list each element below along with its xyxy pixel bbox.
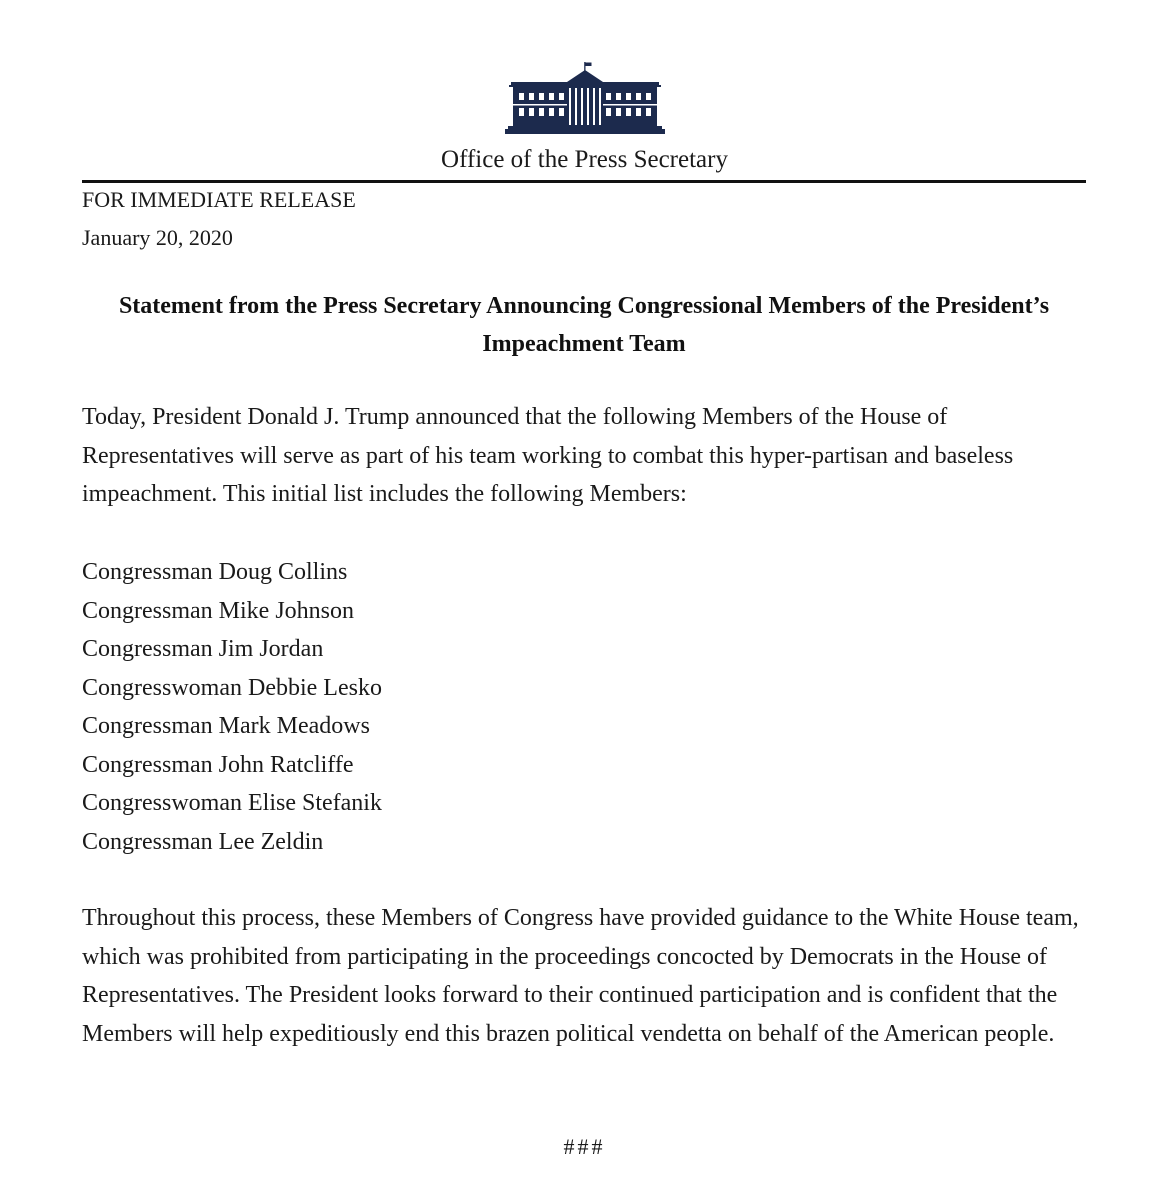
list-item: Congresswoman Elise Stefanik <box>82 790 382 816</box>
end-mark: ### <box>563 1134 606 1159</box>
list-item: Congressman Jim Jordan <box>82 636 324 662</box>
member-list <box>82 553 382 861</box>
list-item: Congressman John Ratcliffe <box>82 751 354 778</box>
list-item: Congressman Mike Johnson <box>82 597 354 624</box>
list-item: Congressman Mark Meadows <box>82 713 370 739</box>
release-label: FOR IMMEDIATE RELEASE <box>82 187 356 212</box>
release-date: January 20, 2020 <box>82 225 233 250</box>
list-item: Congresswoman Debbie Lesko <box>82 674 382 701</box>
statement-headline: Statement from the Press Secretary Announcing Congressional Members of the President’s Impeachment Team <box>118 293 1050 357</box>
list-item: Congressman Lee Zeldin <box>82 828 324 855</box>
office-title: Office of the Press Secretary <box>441 146 728 173</box>
header-divider <box>82 180 1086 183</box>
list-item: Congressman Doug Collins <box>82 559 348 585</box>
white-house-icon <box>505 62 665 134</box>
closing-paragraph: Throughout this process, these Members of Congress have provided guidance to the White House team, which was prohibited from participating in the proceedings concocted by Democrats in the House of Representatives. The President looks forward to their continued participation and is confident that the Members will help expeditiously end this brazen political vendetta on behalf of the American people. <box>82 905 1079 1047</box>
intro-paragraph: Today, President Donald J. Trump announced that the following Members of the House of Representatives will serve as part of his team working to combat this hyper-partisan and baseless impeachment. This initial list includes the following Members: <box>82 404 1014 507</box>
